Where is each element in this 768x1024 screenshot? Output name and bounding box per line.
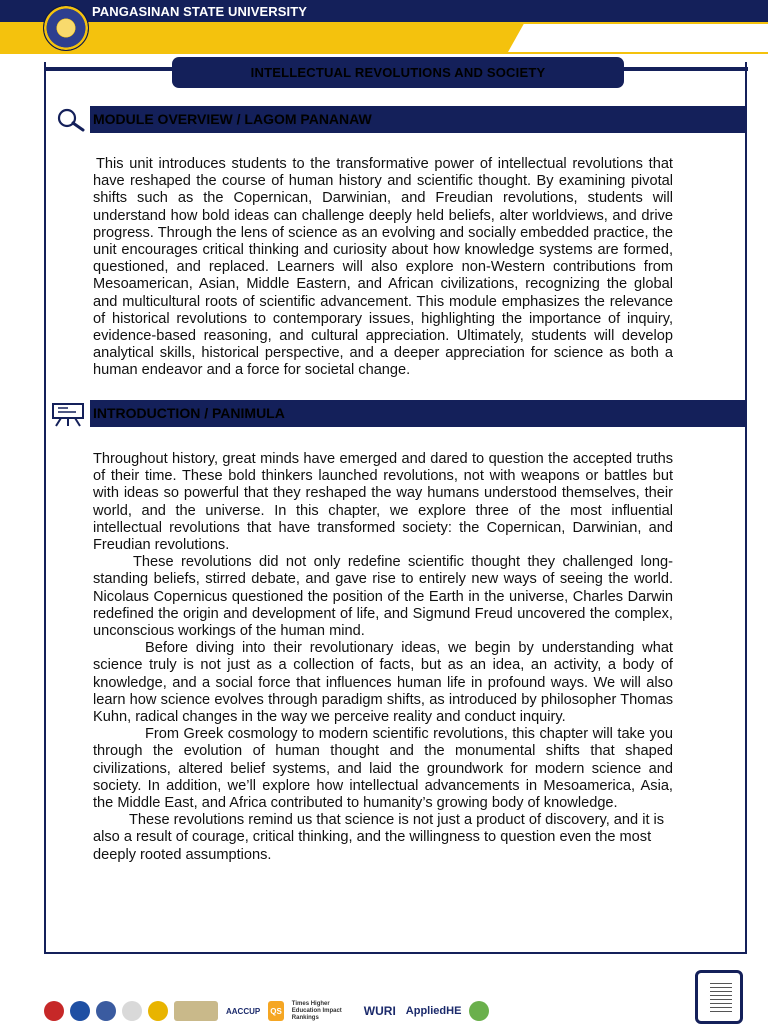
magnifier-icon xyxy=(46,106,90,133)
overview-paragraph: This unit introduces students to the transformative power of intellectual revolutions that have reshaped the course of human history and scientific thought. By examining pivotal shifts such as the Copernican, Darwinian, and Freudian revolutions, students will understand how bold ideas can challenge deeply held beliefs, alter worldviews, and drive progress. Through the lens of science as an evolving and socially embedded practice, the unit encourages critical thinking and curiosity about how knowledge systems are formed, questioned, and replaced. Learners will also explore non-Western contributions from Mesoamerican, Asian, Middle Eastern, and African civilizations, recognizing the global and multicultural roots of scientific advancement. This module emphasizes the relevance of historical revolutions to contemporary issues, highlighting the importance of inquiry, evidence-based reasoning, and cultural appreciation. Ultimately, students will develop analytical skills, historical perspective, and a deeper appreciation for science as both a human endeavor and a force for societal change. xyxy=(93,156,673,379)
wuri-logo: WURI xyxy=(363,1004,396,1018)
seal-icon xyxy=(122,1001,142,1021)
qs-logo: QS xyxy=(268,1001,284,1021)
section-overview-bar xyxy=(46,106,747,133)
overview-body xyxy=(93,156,673,380)
intro-paragraph-1: Throughout history, great minds have emerged and dared to question the accepted truths of their time. These bold thinkers launched revolutions, not with weapons or battles but with ideas so powerful that they reshaped the way humans understood themselves, their world, and the universe. In this chapter, we explore three of the most influential intellectual revolutions that have transformed society: the Copernican, Darwinian, and Freudian revolutions. xyxy=(93,451,673,554)
intro-paragraph-5: These revolutions remind us that science is not just a product of discovery, and it is also a result of courage, critical thinking, and the willingness to question even the most deeply rooted assumptions. xyxy=(93,812,665,863)
section-introduction-bar xyxy=(46,400,747,427)
asean-logo-icon xyxy=(70,1001,90,1021)
university-name: PANGASINAN STATE UNIVERSITY xyxy=(92,4,308,19)
header-white-tab xyxy=(508,24,768,52)
intro-paragraph-2: These revolutions did not only redefine scientific thought they challenged long-standing beliefs, stirred debate, and gave rise to entirely new ways of seeing the world. Nicolaus Copernicus questioned the position of the Earth in the universe, Charles Darwin redefined the origin and development of life, and Sigmund Freud uncovered the complex, unconscious workings of the human mind. xyxy=(93,554,673,640)
accreditation-logo-strip xyxy=(44,998,584,1024)
agency-seal-icon xyxy=(96,1001,116,1021)
the-impact-rankings-logo: Times Higher Education Impact Rankings xyxy=(291,1000,342,1021)
ph-logo-icon xyxy=(44,1001,64,1021)
appliedhe-logo: AppliedHE xyxy=(405,1005,462,1017)
section-introduction-title: INTRODUCTION / PANIMULA xyxy=(93,405,285,421)
module-title-banner xyxy=(172,57,624,88)
university-seal-logo xyxy=(43,5,89,51)
partner-logo-icon xyxy=(174,1001,218,1021)
aaccup-logo: AACCUP xyxy=(226,1006,261,1016)
intro-paragraph-4: From Greek cosmology to modern scientific revolutions, this chapter will take you through the evolution of human thought and the monumental shifts that shaped civilizations, altered belief systems, and laid the groundwork for modern science and society. In addition, we’ll explore how intellectual advancements in Mesoamerica, Asia, the Middle East, and Africa contributed to humanity’s growing body of knowledge. xyxy=(93,726,673,812)
document-icon xyxy=(695,970,743,1024)
presentation-board-icon xyxy=(46,400,90,427)
intro-paragraph-3: Before diving into their revolutionary ideas, we begin by understanding what science truly is not just as a collection of facts, but as an idea, an activity, a body of knowledge, and a social force that influences human life in profound ways. We will also learn how science evolves through paradigm shifts, as introduced by philosopher Thomas Kuhn, radical changes in the way we perceive reality and conduct inquiry. xyxy=(93,640,673,726)
green-metric-logo-icon xyxy=(469,1001,489,1021)
introduction-body xyxy=(93,451,673,864)
iso-seal-icon xyxy=(148,1001,168,1021)
module-title: INTELLECTUAL REVOLUTIONS AND SOCIETY xyxy=(250,65,546,80)
section-overview-title: MODULE OVERVIEW / LAGOM PANANAW xyxy=(93,111,372,127)
